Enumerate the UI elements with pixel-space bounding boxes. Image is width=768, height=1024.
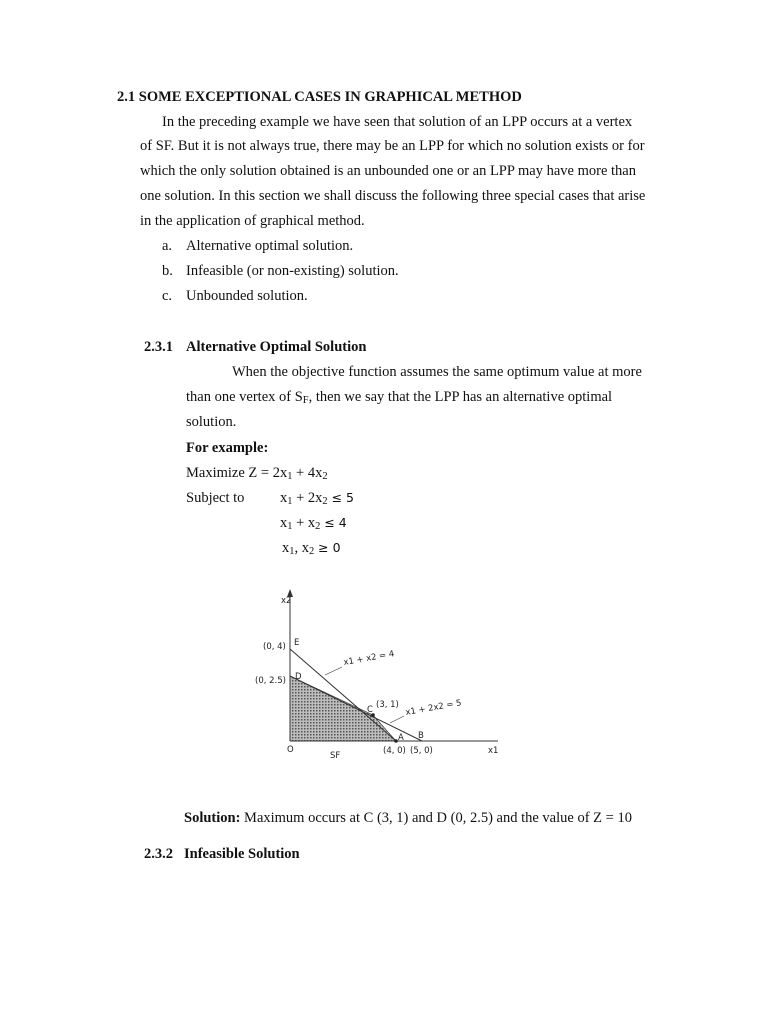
point-d-label: D (295, 672, 302, 682)
coord-e-label: (0, 4) (263, 642, 286, 652)
alt-line-1: When the objective function assumes the same optimum value at more (232, 364, 642, 380)
point-e-label: E (294, 638, 300, 648)
coord-c-label: (3, 1) (376, 700, 399, 710)
intro-line-1: In the preceding example we have seen that solution of an LPP occurs at a vertex (162, 114, 633, 130)
solution-statement: Solution: Maximum occurs at C (3, 1) and D (0, 2.5) and the value of Z = 10 (184, 810, 632, 826)
leader-line-2 (390, 716, 404, 723)
sf-region-label: SF (330, 751, 341, 761)
origin-label: O (287, 745, 294, 755)
constraint-2: $x_1 + x_2 \le 4$ (280, 515, 347, 533)
intro-line-5: in the application of graphical method. (140, 213, 365, 229)
leader-line-1 (325, 667, 342, 675)
equation-x1-plus-x2-label: x1 + x2 = 4 (342, 649, 396, 668)
point-c-label: C (367, 705, 373, 715)
coord-b-label: (5, 0) (410, 746, 433, 756)
x2-axis-label: x2 (281, 596, 292, 606)
subsection-title-232: Infeasible Solution (184, 846, 300, 862)
constraint-nonneg: $x_1$, $x_2 \ge 0$ (282, 540, 341, 558)
coord-d-label: (0, 2.5) (255, 676, 286, 686)
intro-line-3: which the only solution obtained is an unbounded one or an LPP may have more than (140, 163, 636, 179)
subsection-number-232: 2.3.2 (144, 846, 173, 862)
subject-to-label: Subject to (186, 490, 245, 506)
point-b-label: B (418, 731, 424, 741)
alt-line-2: than one vertex of $S_F$, then we say that the LPP has an alternative optimal (186, 389, 613, 407)
alt-line-3: solution. (186, 414, 237, 430)
case-text-b: Infeasible (or non-existing) solution. (186, 263, 399, 279)
coord-a-label: (4, 0) (383, 746, 406, 756)
equation-x1-plus-2x2-label: x1 + 2x2 = 5 (404, 698, 463, 718)
x1-axis-label: x1 (488, 746, 499, 756)
feasible-region-graph (250, 575, 510, 770)
subsection-number-231: 2.3.1 (144, 339, 173, 355)
section-heading: 2.1 SOME EXCEPTIONAL CASES IN GRAPHICAL METHOD (117, 89, 522, 105)
intro-line-2: of SF. But it is not always true, there may be an LPP for which no solution exists or for (140, 138, 645, 154)
case-text-c: Unbounded solution. (186, 288, 308, 304)
objective-function: Maximize $Z = 2x_1 + 4x_2$ (186, 465, 328, 483)
case-text-a: Alternative optimal solution. (186, 238, 354, 254)
case-marker-a: a. (162, 238, 173, 254)
subsection-title-231: Alternative Optimal Solution (186, 339, 367, 355)
example-label: For example: (186, 440, 269, 456)
case-marker-c: c. (162, 288, 173, 304)
case-marker-b: b. (162, 263, 173, 279)
constraint-1: $x_1 + 2x_2 \le 5$ (280, 490, 354, 508)
point-a-label: A (398, 733, 404, 743)
intro-line-4: one solution. In this section we shall discuss the following three special cases that arise (140, 188, 646, 204)
